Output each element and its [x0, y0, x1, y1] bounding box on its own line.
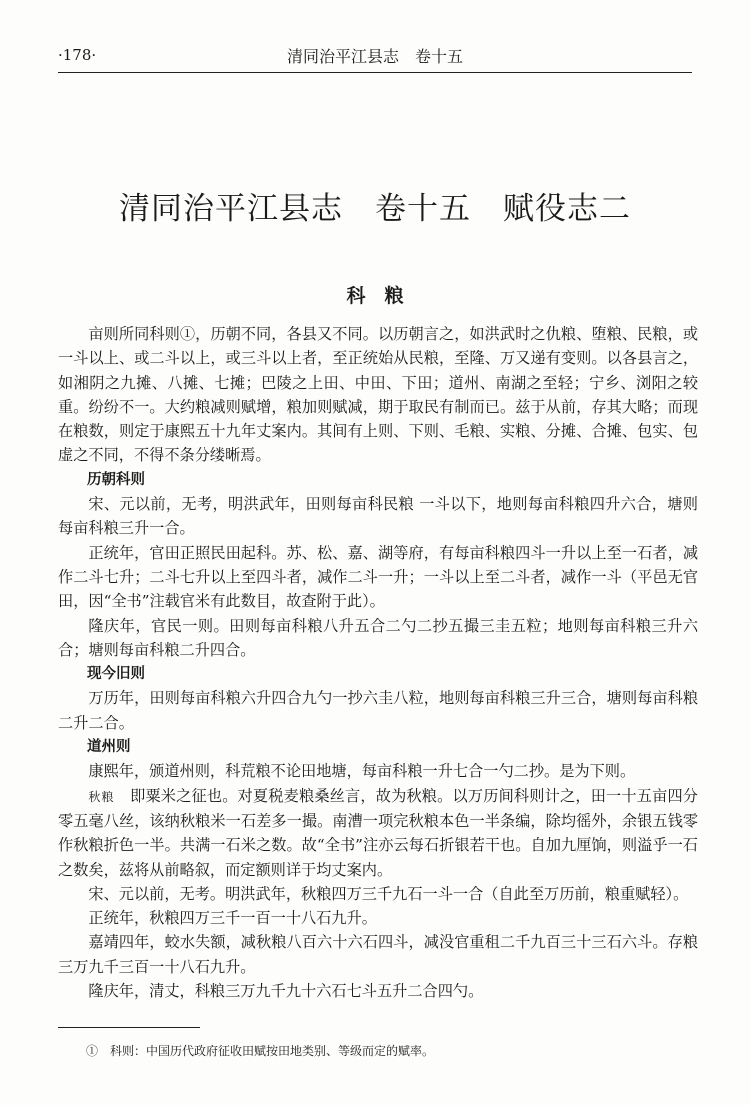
paragraph: 嘉靖四年，蛟水失额，减秋粮八百六十六石四斗，减没官重租二千九百三十三石六斗。存粮三万九千三百一十八石九升。: [58, 933, 698, 976]
running-title: 清同治平江县志 卷十五: [286, 47, 463, 66]
subheading: 历朝科则: [87, 471, 145, 488]
paragraph: 隆庆年，官民一则。田则每亩科粮八升五合二勺二抄五撮三圭五粒；地则每亩科粮三升六合；塘则每亩科粮二升四合。: [58, 616, 698, 659]
running-head: [58, 44, 692, 73]
footnote: ① 科则：中国历代政府征收田赋按田地类别、等级而定的赋率。: [86, 1044, 435, 1058]
inline-note-text: 即粟米之征也。对夏税麦粮桑丝言，故为秋粮。以万历间科则计之，田一十五亩四分零五毫八丝，该纳秋粮米一石差多一撮。南漕一项完秋粮本色一半条编，除均徭外，余银五钱零作秋粮折色一半。共满一石米之数。故“全书”注亦云每石折银若干也。自加九厘饷，则溢乎一石之数矣，兹将从前略叙，而定额则详于均丈案内。: [58, 786, 698, 879]
subheading: 现今旧则: [87, 666, 145, 683]
footnote-divider: [58, 1027, 200, 1028]
inline-note-label: 秋粮: [88, 789, 115, 804]
page-title: 清同治平江县志 卷十五 赋役志二: [119, 191, 631, 227]
body-text: [58, 322, 698, 1003]
paragraph: 宋、元以前，无考。明洪武年，秋粮四万三千九石一斗一合（自此至万历前，粮重赋轻）。: [88, 884, 689, 903]
paragraph: 隆庆年，清丈，科粮三万九千九十六石七斗五升二合四勺。: [88, 982, 484, 1001]
subheading: 道州则: [87, 739, 131, 756]
paragraph: 康熙年，颁道州则，科荒粮不论田地塘，每亩科粮一升七合一勺二抄。是为下则。: [88, 762, 636, 781]
paragraph: 宋、元以前，无考，明洪武年，田则每亩科民粮 一斗以下，地则每亩科粮四升六合，塘则每亩科粮三升一合。: [58, 495, 698, 538]
paragraph: 正统年，秋粮四万三千一百一十八石九升。: [88, 909, 377, 928]
section-title: 科 粮: [346, 285, 404, 307]
paragraph-inline-note: [58, 784, 698, 882]
paragraph: 亩则所同科则①，历朝不同，各县又不同。以历朝言之，如洪武时之仇粮、堕粮、民粮，或一斗以上、或二斗以上，或三斗以上者，至正统始从民粮，至隆、万又递有变则。以各县言之，如湘阴之九摊、八摊、七摊；巴陵之上田、中田、下田；道州、南湖之至轻；宁乡、浏阳之较重。纷纷不一。大约粮减则赋增，粮加则赋减，期于取民有制而已。兹于从前，存其大略；而现在粮数，则定于康熙五十九年丈案内。其间有上则、下则、毛粮、实粮、分摊、合摊、包实、包虚之不同，不得不条分缕晰焉。: [58, 325, 698, 465]
paragraph: 正统年，官田正照民田起科。苏、松、嘉、湖等府，有每亩科粮四斗一升以上至一石者，减作二斗七升；二斗七升以上至四斗者，减作二斗一升；一斗以上至二斗者，减作一斗（平邑无官田，因“全书”注载官米有此数目，故查附于此）。: [58, 543, 698, 611]
paragraph: 万历年，田则每亩科粮六升四合九勺一抄六圭八粒，地则每亩科粮三升三合，塘则每亩科粮二升二合。: [58, 689, 698, 732]
page-number: ·178·: [58, 46, 97, 64]
